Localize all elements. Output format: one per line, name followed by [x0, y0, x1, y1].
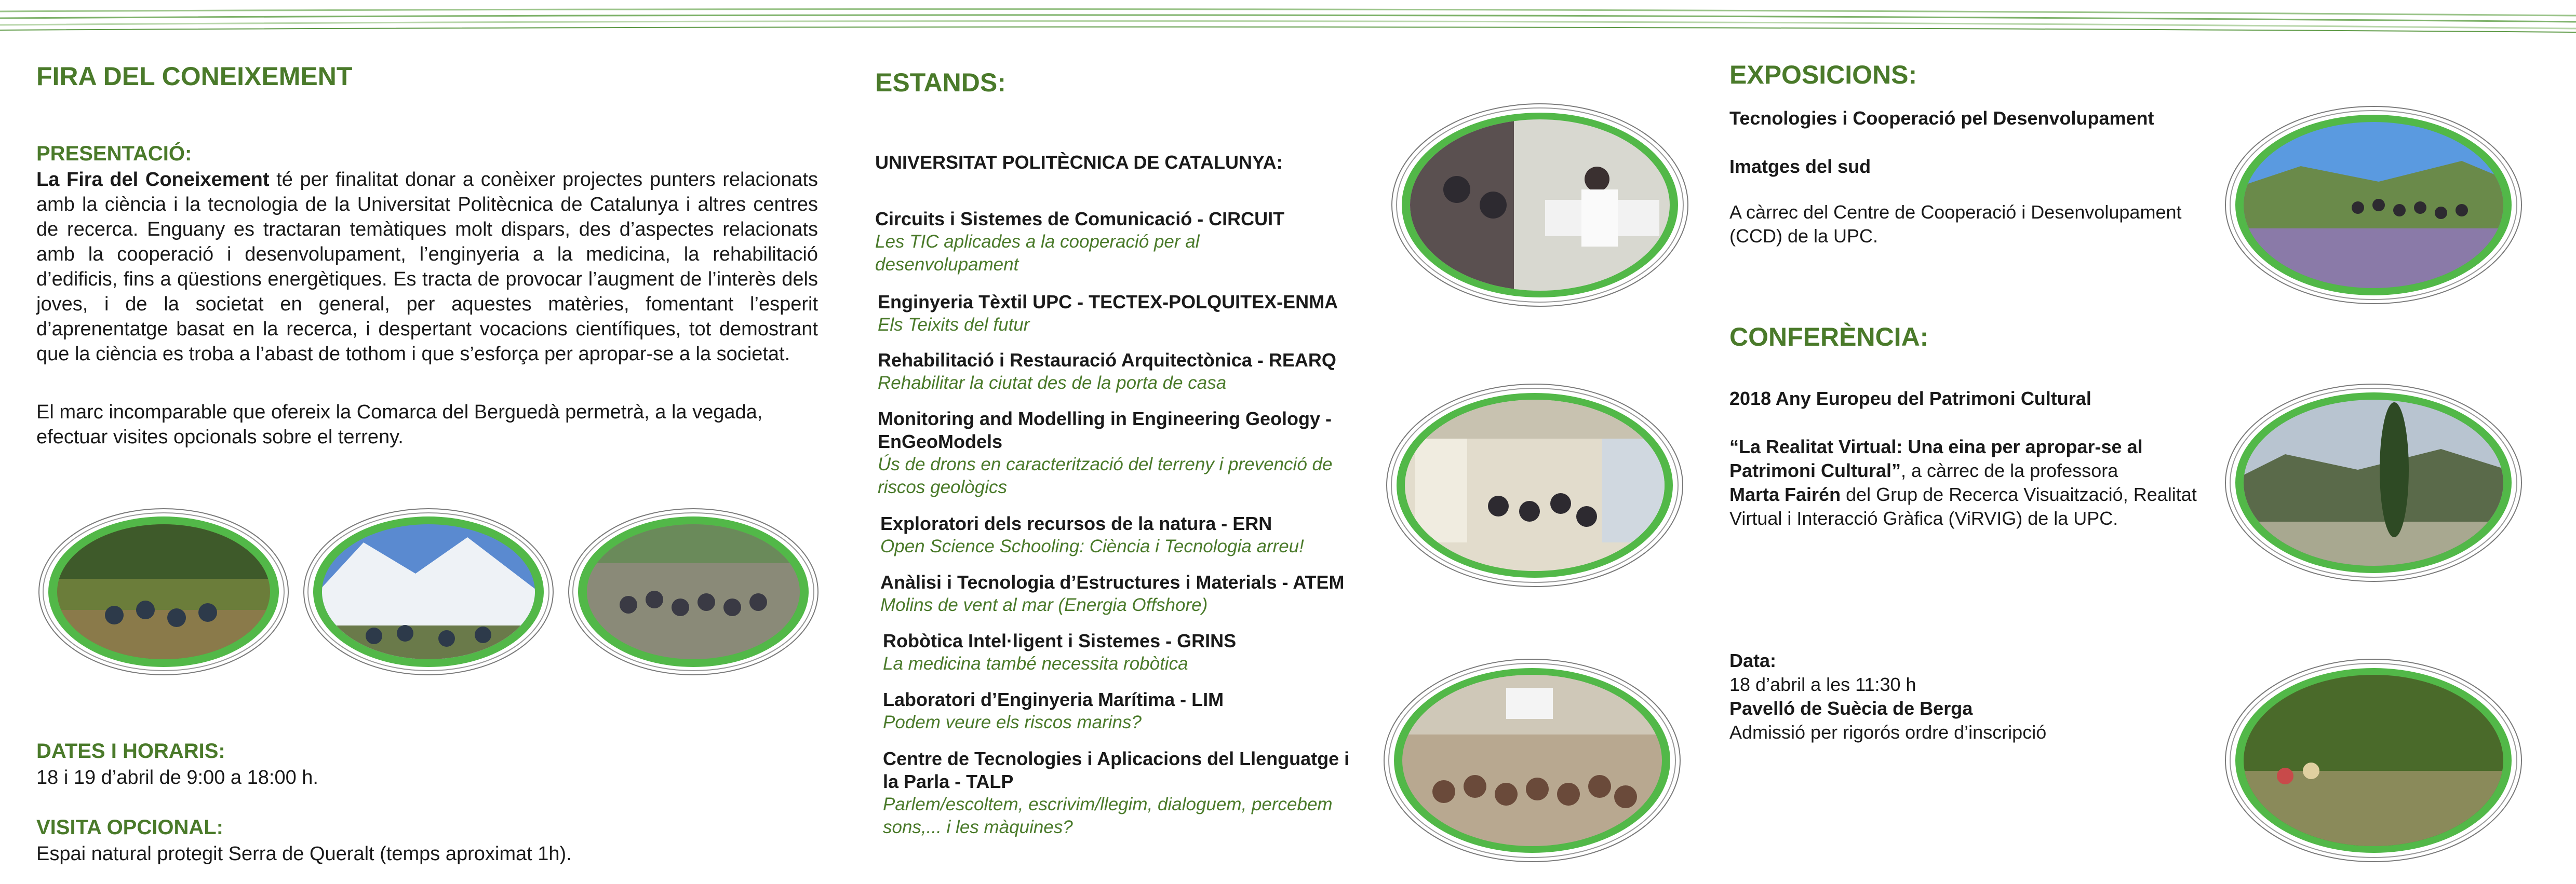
presentation-body: té per finalitat donar a conèixer projectes punters relacionats amb la ciència i la tecnologia de la Universitat Politècnica de Catalunya i altres centres de recerca. Enguany es tractaran temàtiques molt dispars, des d’aspectes relacionats amb la cooperació i desenvolupament, l’enginyeria a la medicina, la rehabilitació d’edificis, fins a qüestions energètiques. Es tracta de provocar l’augment de l’interès dels joves, i de la societat en general, per aquestes matèries, fomentant l’esperit d’aprenentatge basat en la recerca, i despertant vocacions científiques, tot demostrant que la ciència es troba a l’abast de tothom i que s’esforça per apropar-se a la societat. [36, 169, 818, 365]
conference-speaker: Marta Fairén [1729, 484, 1841, 505]
stand-title: Rehabilitació i Restauració Arquitectònica - REARQ [878, 349, 1336, 371]
photo-snowy-mountains [301, 506, 556, 677]
stand-subtitle: La medicina també necessita robòtica [883, 654, 1188, 674]
photo-visitors-group [566, 506, 821, 677]
conference-description [1729, 435, 2228, 531]
stand-subtitle: Podem veure els riscos marins? [883, 712, 1142, 732]
photo-conference-audience [1381, 657, 1683, 864]
exhibitions-title: EXPOSICIONS: [1729, 60, 1917, 89]
column-exhibitions [1729, 0, 2560, 884]
stand-subtitle: Els Teixits del futur [878, 315, 1030, 335]
university-name: UNIVERSITAT POLITÈCNICA DE CATALUNYA: [875, 152, 1283, 173]
exhibition-2: Imatges del sud [1729, 156, 1871, 177]
venue: Pavelló de Suècia de Berga [1729, 698, 1973, 719]
photo-stand-hall [1384, 382, 1685, 589]
conference-group: del Grup de Recerca Visuaització, Realitat Virtual i Interacció Gràfica (ViRVIG) de la UPC. [1729, 484, 2197, 529]
stand-item [883, 747, 1381, 839]
date-label: Data: [1729, 650, 1777, 671]
stand-title: Monitoring and Modelling in Engineering Geology - EnGeoModels [878, 408, 1332, 452]
conference-title: CONFERÈNCIA: [1729, 322, 1929, 351]
stand-title: Anàlisi i Tecnologia d’Estructures i Materials - ATEM [880, 572, 1345, 593]
stand-item [875, 208, 1394, 276]
presentation-lead: La Fira del Coneixement [36, 169, 270, 191]
stand-title: Centre de Tecnologies i Aplicacions del Llenguatge i la Parla - TALP [883, 748, 1350, 792]
stand-item [883, 630, 1402, 675]
stand-title: Laboratori d’Enginyeria Marítima - LIM [883, 689, 1224, 710]
exhibition-1: Tecnologies i Cooperació pel Desenvolupament [1729, 107, 2154, 129]
admission-note: Admissió per rigorós ordre d’inscripció [1729, 722, 2047, 743]
presentation-heading: PRESENTACIÓ: [36, 142, 192, 165]
presentation-paragraph-2: El marc incomparable que ofereix la Comarca del Berguedà permetrà, a la vegada, efectuar visites opcionals sobre el terreny. [36, 401, 763, 448]
stand-subtitle: Les TIC aplicades a la cooperació per al desenvolupament [875, 232, 1200, 275]
stand-item [880, 512, 1400, 558]
stand-subtitle: Parlem/escoltem, escrivim/llegim, dialoguem, percebem sons,... i les màquines? [883, 794, 1333, 837]
conference-talk-title: “La Realitat Virtual: Una eina per apropar-se al Patrimoni Cultural” [1729, 436, 2143, 481]
column-intro [36, 0, 821, 884]
stand-item [880, 571, 1400, 617]
column-stands [875, 0, 1696, 884]
photo-hikers-lavender [2223, 104, 2524, 306]
stand-title: Robòtica Intel·ligent i Sistemes - GRINS [883, 630, 1237, 651]
stands-title: ESTANDS: [875, 68, 1006, 97]
photo-river-people [2223, 657, 2524, 864]
fair-title: FIRA DEL CONEIXEMENT [36, 62, 353, 91]
stand-item [878, 349, 1397, 395]
date-value: 18 d’abril a les 11:30 h [1729, 674, 1916, 695]
stand-title: Enginyeria Tèxtil UPC - TECTEX-POLQUITEX-ENMA [878, 291, 1338, 312]
stand-subtitle: Ús de drons en caracterització del terreny i prevenció de riscos geològics [878, 454, 1333, 497]
exhibition-credit: A càrrec del Centre de Cooperació i Desenvolupament (CCD) de la UPC. [1729, 201, 2182, 247]
stand-title: Circuits i Sistemes de Comunicació - CIRCUIT [875, 208, 1285, 229]
conference-by: , a càrrec de la professora [1901, 460, 2118, 481]
stand-item [878, 407, 1371, 499]
photo-cypress-landscape [2223, 382, 2524, 584]
optional-visit-text: Espai natural protegit Serra de Queralt (temps aproximat 1h). [36, 843, 572, 865]
stand-subtitle: Molins de vent al mar (Energia Offshore) [880, 595, 1208, 615]
dates-text: 18 i 19 d’abril de 9:00 a 18:00 h. [36, 767, 318, 788]
photo-stand-lab [1389, 101, 1691, 309]
dates-heading: DATES I HORARIS: [36, 740, 225, 763]
photo-forest-group [36, 506, 291, 677]
stand-item [878, 291, 1397, 336]
optional-visit-heading: VISITA OPCIONAL: [36, 816, 223, 839]
stand-title: Exploratori dels recursos de la natura - ERN [880, 513, 1272, 534]
stand-item [883, 688, 1402, 734]
conference-year: 2018 Any Europeu del Patrimoni Cultural [1729, 388, 2091, 409]
stand-subtitle: Open Science Schooling: Ciència i Tecnologia arreu! [880, 536, 1304, 556]
presentation-paragraph [36, 167, 818, 366]
stand-subtitle: Rehabilitar la ciutat des de la porta de casa [878, 373, 1227, 393]
